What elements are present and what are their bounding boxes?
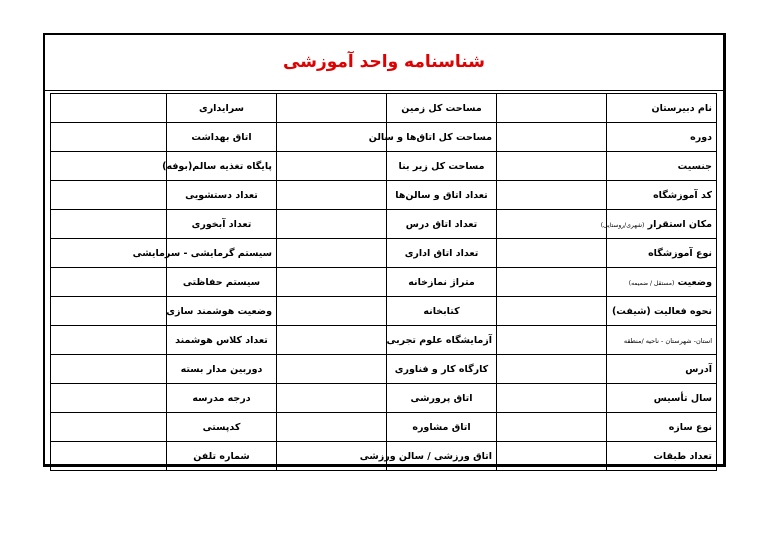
row-label-primary	[607, 268, 717, 297]
row-label-secondary: تعداد اتاق اداری	[387, 239, 497, 268]
row-label-primary	[607, 413, 717, 442]
row-label-text: جنسیت	[677, 160, 712, 172]
table-row	[51, 413, 717, 442]
row-label-primary	[607, 297, 717, 326]
row-label-secondary: اتاق پرورشی	[387, 384, 497, 413]
value-cell[interactable]	[51, 413, 167, 442]
row-label-primary	[600, 210, 717, 239]
row-label-tertiary: تعداد دستشویی	[167, 181, 277, 210]
table-row	[51, 123, 717, 152]
table-row	[51, 94, 717, 123]
row-label-primary	[607, 181, 717, 210]
row-label-secondary: تعداد اتاق و سالن‌ها	[387, 181, 497, 210]
row-label-primary	[607, 152, 717, 181]
page-title: شناسنامه واحد آموزشی	[283, 51, 485, 72]
form-frame	[43, 33, 726, 467]
value-cell[interactable]	[497, 239, 607, 268]
row-label-secondary: مساحت کل اتاق‌ها و سالن	[387, 123, 497, 152]
row-label-tertiary: شماره تلفن	[167, 442, 277, 471]
table-row	[51, 268, 717, 297]
row-label-text: نوع سازه	[668, 421, 712, 433]
row-label-primary	[607, 384, 717, 413]
row-label-secondary: کارگاه کار و فناوری	[387, 355, 497, 384]
row-label-tertiary: تعداد آبخوری	[167, 210, 277, 239]
row-label-tertiary: تعداد کلاس هوشمند	[167, 326, 277, 355]
value-cell[interactable]	[51, 268, 167, 297]
value-cell[interactable]	[497, 384, 607, 413]
table-row	[51, 442, 717, 471]
row-label-tertiary: دوربین مدار بسته	[167, 355, 277, 384]
value-cell[interactable]	[497, 210, 607, 239]
value-cell[interactable]	[51, 181, 167, 210]
row-label-text: مکان استقرار	[647, 218, 712, 230]
row-label-secondary: متراژ نمازخانه	[387, 268, 497, 297]
value-cell[interactable]	[277, 355, 387, 384]
row-label-secondary: مساحت کل زمین	[387, 94, 497, 123]
row-label-tertiary: درجه مدرسه	[167, 384, 277, 413]
row-label-tertiary: سیستم حفاظتی	[167, 268, 277, 297]
value-cell[interactable]	[277, 384, 387, 413]
value-cell[interactable]	[497, 268, 607, 297]
value-cell[interactable]	[497, 413, 607, 442]
row-label-note: (مستقل / ضمیمه)	[628, 279, 675, 287]
value-cell[interactable]	[51, 152, 167, 181]
row-label-text: تعداد طبقات	[653, 450, 712, 462]
table-row	[51, 210, 717, 239]
row-label-tertiary: سرایداری	[167, 94, 277, 123]
row-label-primary	[607, 239, 717, 268]
value-cell[interactable]	[51, 297, 167, 326]
table-row	[51, 239, 717, 268]
table-row	[51, 384, 717, 413]
row-label-tertiary: کدپستی	[167, 413, 277, 442]
value-cell[interactable]	[497, 355, 607, 384]
row-label-text: دوره	[690, 131, 712, 143]
value-cell[interactable]	[51, 355, 167, 384]
table-row	[51, 181, 717, 210]
row-label-secondary: مساحت کل زیر بنا	[387, 152, 497, 181]
table-row	[51, 152, 717, 181]
table-row	[51, 297, 717, 326]
value-cell[interactable]	[497, 326, 607, 355]
value-cell[interactable]	[277, 268, 387, 297]
info-table	[50, 93, 717, 471]
value-cell[interactable]	[497, 94, 607, 123]
row-label-secondary: تعداد اتاق درس	[387, 210, 497, 239]
value-cell[interactable]	[51, 442, 167, 471]
row-label-primary	[607, 442, 717, 471]
row-label-text: نحوه فعالیت (شیفت)	[611, 305, 712, 317]
value-cell[interactable]	[277, 239, 387, 268]
table-row	[51, 355, 717, 384]
row-label-primary	[607, 94, 717, 123]
value-cell[interactable]	[277, 152, 387, 181]
value-cell[interactable]	[51, 94, 167, 123]
row-label-tertiary: سیستم گرمایشی - سرمایشی	[167, 239, 277, 268]
value-cell[interactable]	[277, 210, 387, 239]
row-label-text: آدرس	[685, 363, 712, 375]
value-cell[interactable]	[277, 181, 387, 210]
row-label-text: سال تأسیس	[653, 392, 712, 404]
row-label-text: نوع آموزشگاه	[648, 247, 712, 259]
row-label-text: کد آموزشگاه	[653, 189, 712, 201]
row-label-text: نام دبیرستان	[651, 102, 712, 114]
table-row	[51, 326, 717, 355]
row-label-tertiary: پایگاه تغذیه سالم(بوفه)	[167, 152, 277, 181]
value-cell[interactable]	[497, 123, 607, 152]
value-cell[interactable]	[277, 94, 387, 123]
row-label-tertiary: اتاق بهداشت	[167, 123, 277, 152]
row-label-primary	[607, 123, 717, 152]
row-label-secondary: کتابخانه	[387, 297, 497, 326]
row-label-primary	[607, 326, 717, 355]
value-cell[interactable]	[277, 297, 387, 326]
value-cell[interactable]	[51, 123, 167, 152]
row-label-secondary: آزمایشگاه علوم تجربی	[387, 326, 497, 355]
value-cell[interactable]	[497, 181, 607, 210]
value-cell[interactable]	[51, 384, 167, 413]
value-cell[interactable]	[497, 152, 607, 181]
value-cell[interactable]	[277, 413, 387, 442]
row-label-secondary: اتاق ورزشی / سالن ورزشی	[387, 442, 497, 471]
title-area	[45, 35, 723, 91]
row-label-note: (شهری/روستایی)	[600, 221, 645, 229]
value-cell[interactable]	[277, 326, 387, 355]
value-cell[interactable]	[497, 442, 607, 471]
row-label-primary	[607, 355, 717, 384]
row-label-text: وضعیت	[677, 276, 712, 288]
row-label-secondary: اتاق مشاوره	[387, 413, 497, 442]
value-cell[interactable]	[497, 297, 607, 326]
row-label-tertiary: وضعیت هوشمند سازی	[167, 297, 277, 326]
row-label-note: استان- شهرستان - ناحیه /منطقه	[623, 336, 712, 345]
value-cell[interactable]	[51, 210, 167, 239]
value-cell[interactable]	[51, 326, 167, 355]
